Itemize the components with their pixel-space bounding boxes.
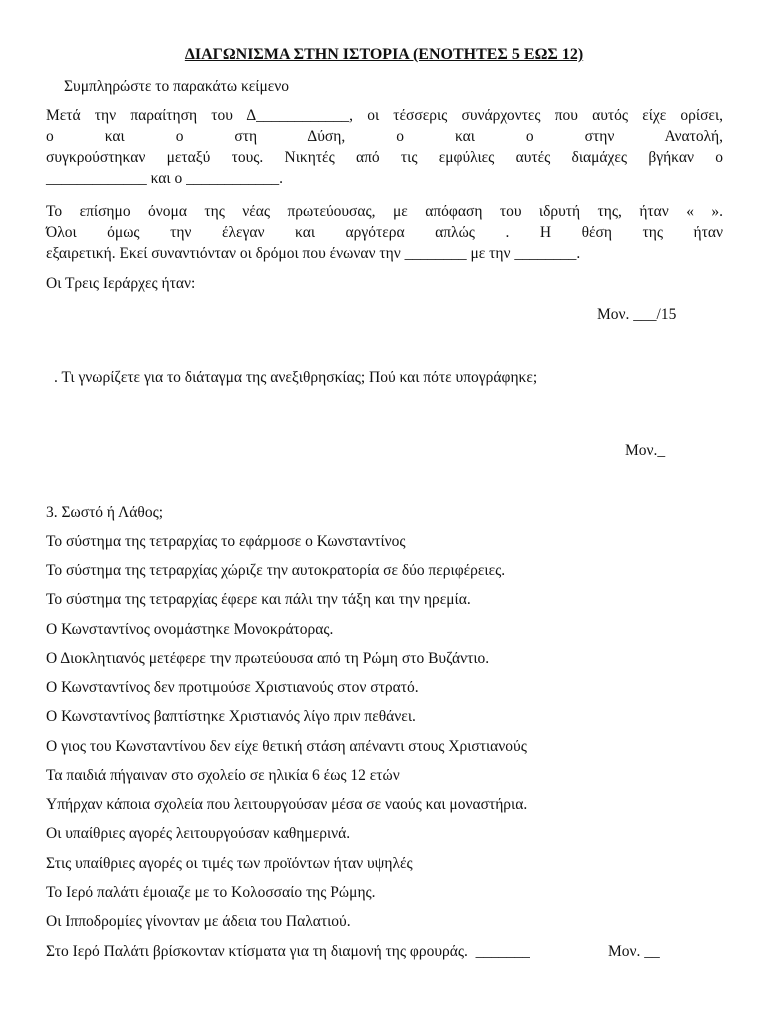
- paragraph-line: συγκρούστηκαν μεταξύ τους. Νικητές από τις εμφύλιες αυτές διαμάχες βγήκαν ο: [46, 149, 723, 166]
- true-false-statement: Το σύστημα της τετραρχίας χώριζε την αυτοκρατορία σε δύο περιφέρειες.: [46, 562, 506, 579]
- true-false-statement: Το Ιερό παλάτι έμοιαζε με το Κολοσσαίο της Ρώμης.: [46, 884, 376, 901]
- paragraph-line: ο και ο στη Δύση, ο και ο στην Ανατολή,: [46, 128, 723, 145]
- true-false-statement: Οι υπαίθριες αγορές λειτουργούσαν καθημερινά.: [46, 825, 351, 842]
- true-false-statement: Ο Κωνσταντίνος δεν προτιμούσε Χριστιανούς στον στρατό.: [46, 679, 419, 696]
- score-section-1: Μον. ___/15: [597, 306, 677, 323]
- instruction-text: Συμπληρώστε το παρακάτω κείμενο: [64, 78, 290, 95]
- fill-in-paragraph-2: [46, 201, 723, 264]
- section-3-title: 3. Σωστό ή Λάθος;: [46, 504, 164, 521]
- paragraph-line: Όλοι όμως την έλεγαν και αργότερα απλώς . Η θέση της ήταν: [46, 224, 723, 241]
- true-false-statement: Τα παιδιά πήγαιναν στο σχολείο σε ηλικία 6 έως 12 ετών: [46, 767, 400, 784]
- true-false-statement: Στις υπαίθριες αγορές οι τιμές των προϊόντων ήταν υψηλές: [46, 855, 413, 872]
- score-section-2: Μον._: [625, 442, 666, 459]
- paragraph-line: Το επίσημο όνομα της νέας πρωτεύουσας, με απόφαση του ιδρυτή της, ήταν « ».: [46, 203, 723, 220]
- true-false-statement: Ο Διοκλητιανός μετέφερε την πρωτεύουσα από τη Ρώμη στο Βυζάντιο.: [46, 650, 490, 667]
- paragraph-line: εξαιρετική. Εκεί συναντιόνταν οι δρόμοι που ένωναν την ________ με την ________.: [46, 245, 581, 262]
- three-hierarchs-line: Οι Τρεις Ιεράρχες ήταν:: [46, 275, 196, 292]
- true-false-statement: Οι Ιπποδρομίες γίνονταν με άδεια του Παλατιού.: [46, 913, 351, 930]
- true-false-statement: Ο Κωνσταντίνος ονομάστηκε Μονοκράτορας.: [46, 621, 334, 638]
- paragraph-line: Μετά την παραίτηση του Δ____________, οι τέσσερις συνάρχοντες που αυτός είχε ορίσει,: [46, 107, 723, 124]
- true-false-statement: Υπήρχαν κάποια σχολεία που λειτουργούσαν μέσα σε ναούς και μοναστήρια.: [46, 796, 528, 813]
- page-title: ΔΙΑΓΩΝΙΣΜΑ ΣΤΗΝ ΙΣΤΟΡΙΑ (ΕΝΟΤΗΤΕΣ 5 ΕΩΣ 12): [184, 46, 584, 63]
- fill-in-paragraph-1: [46, 105, 723, 189]
- question-2: . Τι γνωρίζετε για το διάταγμα της ανεξιθρησκίας; Πού και πότε υπογράφηκε;: [54, 369, 538, 386]
- true-false-statement: Το σύστημα της τετραρχίας το εφάρμοσε ο Κωνσταντίνος: [46, 533, 406, 550]
- true-false-statement: Το σύστημα της τετραρχίας έφερε και πάλι την τάξη και την ηρεμία.: [46, 591, 471, 608]
- true-false-statement: Ο Κωνσταντίνος βαπτίστηκε Χριστιανός λίγο πριν πεθάνει.: [46, 708, 416, 725]
- score-section-3: Μον. __: [608, 943, 660, 960]
- true-false-statement: Στο Ιερό Παλάτι βρίσκονταν κτίσματα για τη διαμονή της φρουράς. _______: [46, 943, 530, 960]
- paragraph-line: _____________ και ο ____________.: [46, 170, 283, 187]
- true-false-statement: Ο γιος του Κωνσταντίνου δεν είχε θετική στάση απέναντι στους Χριστιανούς: [46, 738, 527, 755]
